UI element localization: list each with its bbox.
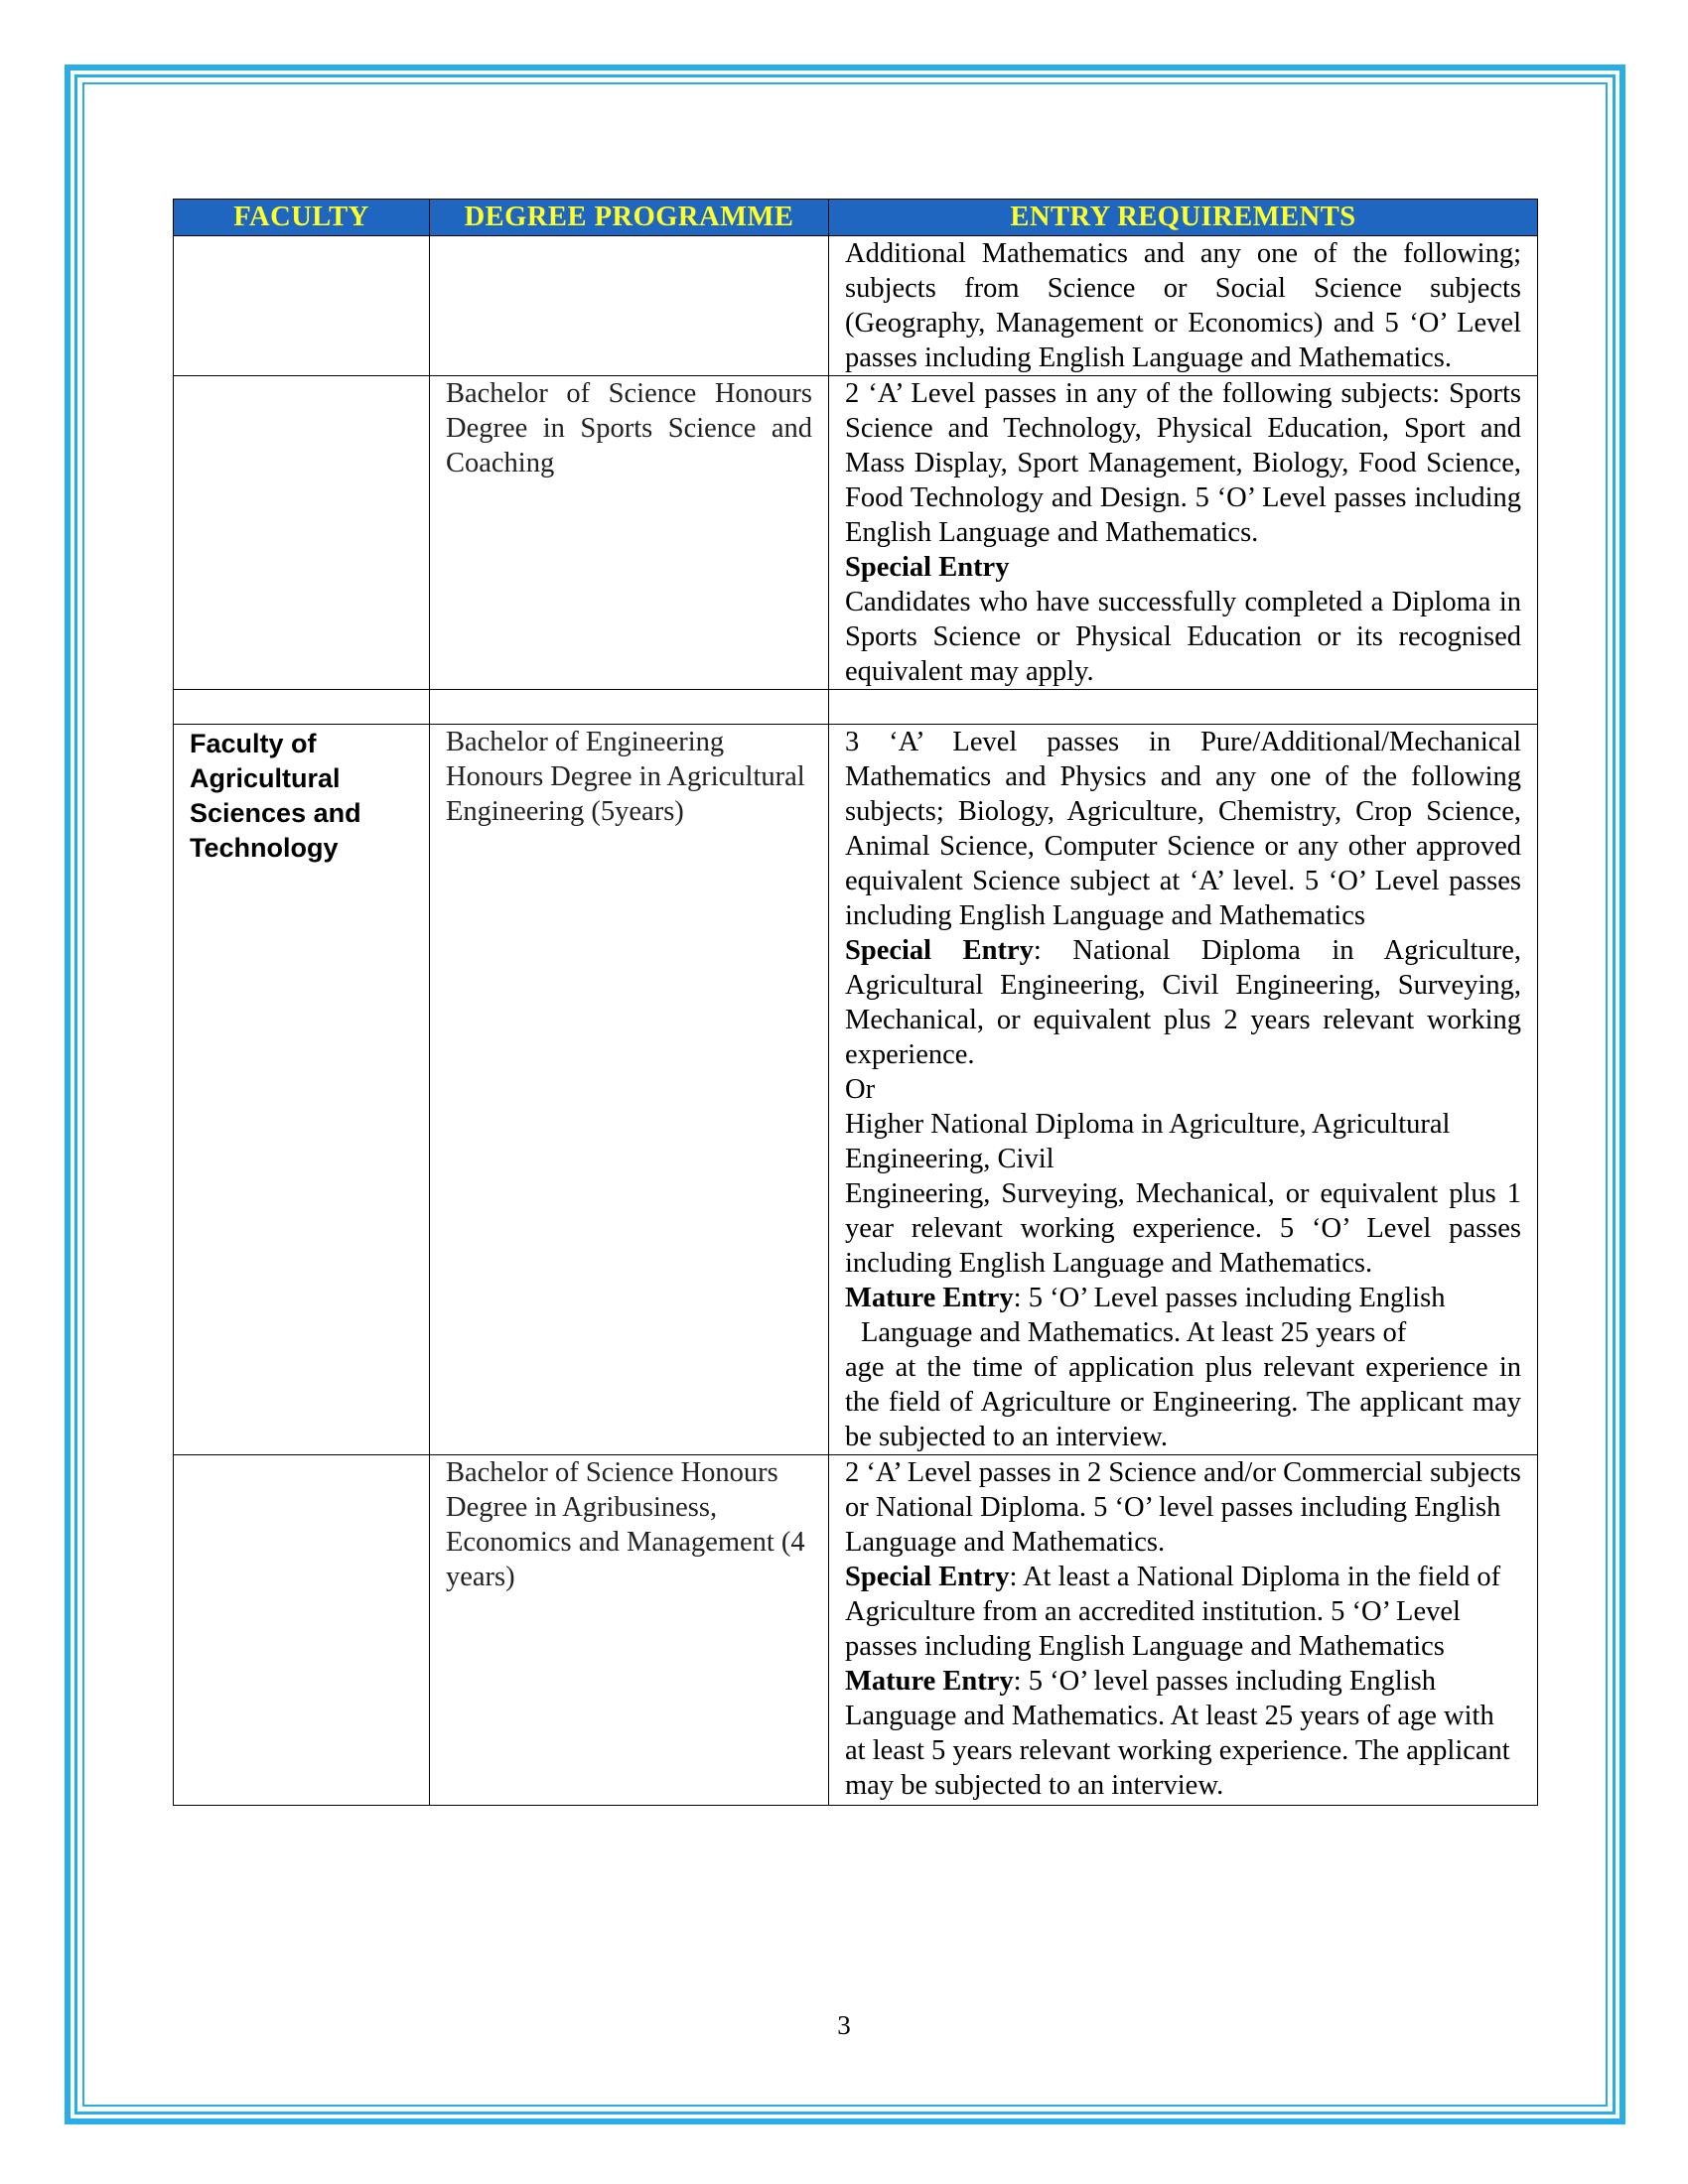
hnd-text-line1: Higher National Diploma in Agriculture, Agricultural Engineering, Civil [845,1109,1451,1174]
mature-entry-label: Mature Entry [845,1283,1014,1313]
faculty-cell [174,1455,430,1806]
faculty-cell [174,236,430,376]
header-faculty: FACULTY [174,200,430,236]
mature-entry-text: : 5 ‘O’ level passes including English Language and Mathematics. At least 25 years of age with at least 5 years relevant working experience. The applicant may be subjected to an interview. [845,1666,1510,1801]
spacer-row [174,690,1538,725]
requirements-text: 2 ‘A’ Level passes in 2 Science and/or Commercial subjects or National Diploma. 5 ‘O’ level passes including English Language and Mathematics. [845,1457,1521,1558]
programme-cell [430,725,829,1455]
requirements-cell [829,725,1538,1455]
requirements-cell [829,1455,1538,1806]
table-row [174,1455,1538,1806]
header-entry-requirements: ENTRY REQUIREMENTS [829,200,1538,236]
mature-entry-text-cont2: age at the time of application plus relevant experience in the field of Agriculture or Engineering. The applicant may be subjected to an interview. [845,1352,1521,1452]
special-entry-text: : National Diploma in Agriculture, Agricultural Engineering, Civil Engineering, Surveying, Mechanical, or equivalent plus 2 years relevant working experience. [845,935,1521,1070]
mature-entry-text-cont: Language and Mathematics. At least 25 years of [861,1317,1407,1348]
or-text: Or [845,1074,876,1105]
special-entry-text: : At least a National Diploma in the field of Agriculture from an accredited institution. 5 ‘O’ Level passes including English Language and Mathematics [845,1562,1501,1662]
special-entry-label: Special Entry [845,935,1034,966]
requirements-text: 3 ‘A’ Level passes in Pure/Additional/Mechanical Mathematics and Physics and any one of the following subjects; Biology, Agriculture, Chemistry, Crop Science, Animal Science, Computer Science or any other approved equivalent Science subject at ‘A’ level. 5 ‘O’ Level passes including English Language and Mathematics [845,727,1521,931]
table-row [174,376,1538,690]
programme-cell [430,236,829,376]
header-degree-programme: DEGREE PROGRAMME [430,200,829,236]
table-row [174,236,1538,376]
page-number: 3 [837,2010,851,2040]
special-entry-text: Candidates who have successfully completed a Diploma in Sports Science or Physical Education or its recognised equivalent may apply. [845,587,1521,687]
programme-cell [430,376,829,690]
mature-entry-text: : 5 ‘O’ Level passes including English [1013,1283,1446,1313]
requirements-cell [829,236,1538,376]
faculty-name: Faculty of Agricultural Sciences and Technology [190,729,361,863]
special-entry-label: Special Entry [845,1562,1010,1592]
programme-cell [430,1455,829,1806]
table-row [174,725,1538,1455]
programme-name: Bachelor of Science Honours Degree in Sports Science and Coaching [446,378,812,478]
requirements-text: 2 ‘A’ Level passes in any of the following subjects: Sports Science and Technology, Physical Education, Sport and Mass Display, Sport Management, Biology, Food Science, Food Technology and Design. 5 ‘O’ Level passes including English Language and Mathematics. [845,378,1521,548]
programme-name: Bachelor of Engineering Honours Degree in Agricultural Engineering (5years) [446,727,805,827]
programme-name: Bachelor of Science Honours Degree in Agribusiness, Economics and Management (4 years) [446,1457,805,1592]
table-header-row [174,200,1538,236]
mature-entry-label: Mature Entry [845,1666,1014,1697]
hnd-text-line2: Engineering, Surveying, Mechanical, or equivalent plus 1 year relevant working experience. 5 ‘O’ Level passes including English Language and Mathematics. [845,1178,1521,1279]
special-entry-label: Special Entry [845,552,1010,583]
faculty-cell [174,376,430,690]
entry-requirements-table [173,199,1538,1806]
requirements-text: Additional Mathematics and any one of the following; subjects from Science or Social Science subjects (Geography, Management or Economics) and 5 ‘O’ Level passes including English Language and Mathematics. [845,238,1521,373]
faculty-cell [174,725,430,1455]
requirements-cell [829,376,1538,690]
